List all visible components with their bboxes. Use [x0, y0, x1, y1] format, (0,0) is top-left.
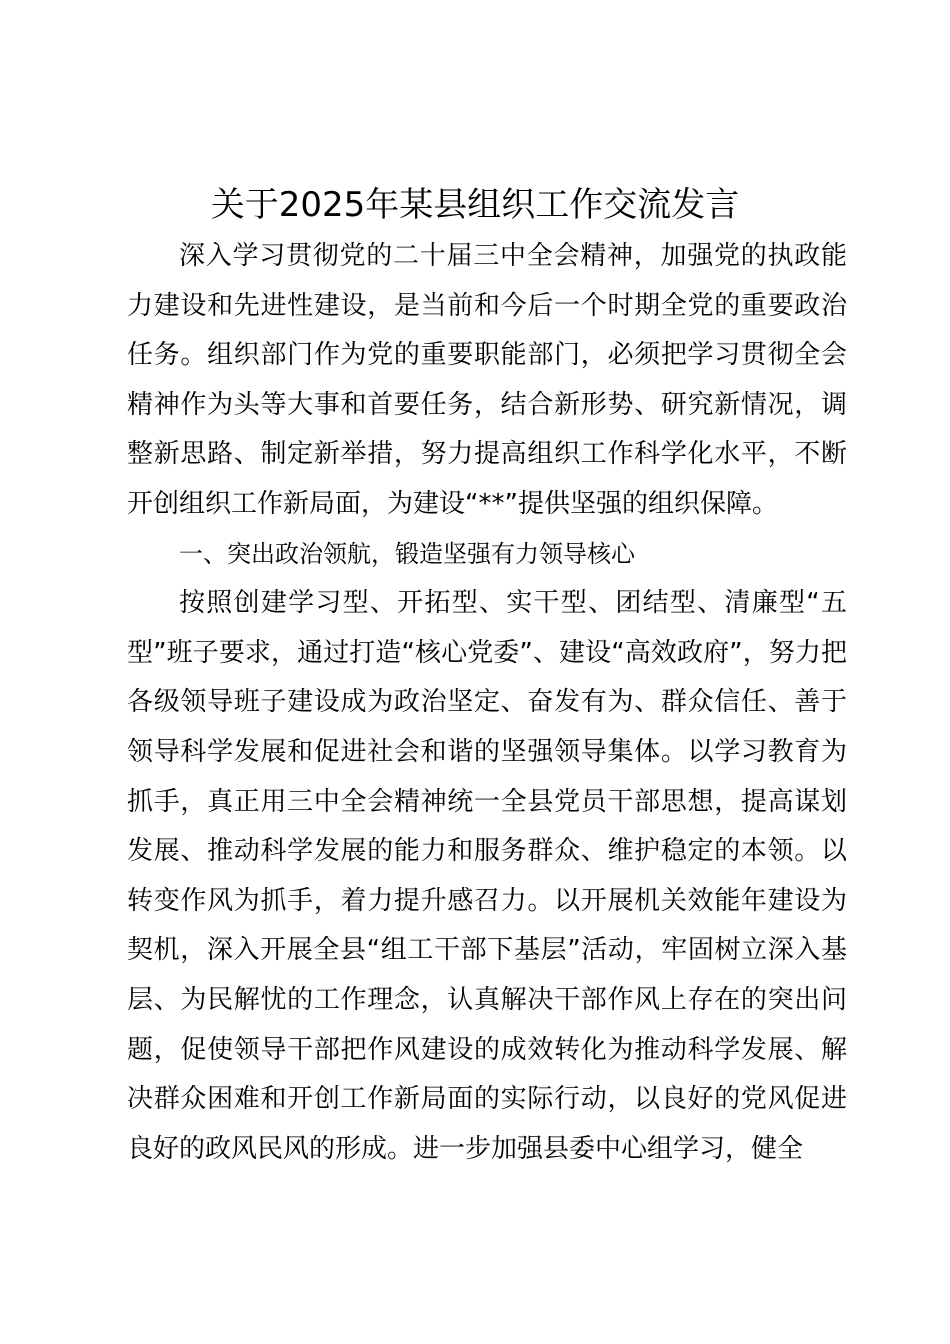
- paragraph-section-1: 按照创建学习型、开拓型、实干型、团结型、清廉型“五型”班子要求，通过打造“核心党委”、建设“高效政府”，努力把各级领导班子建设成为政治坚定、奋发有为、群众信任、善于领导科学发展和促进社会和谐的坚强领导集体。以学习教育为抓手，真正用三中全会精神统一全县党员干部思想，提高谋划发展、推动科学发展的能力和服务群众、维护稳定的本领。以转变作风为抓手，着力提升感召力。以开展机关效能年建设为契机，深入开展全县“组工干部下基层”活动，牢固树立深入基层、为民解忧的工作理念，认真解决干部作风上存在的突出问题，促使领导干部把作风建设的成效转化为推动科学发展、解决群众困难和开创工作新局面的实际行动，以良好的党风促进良好的政风民风的形成。进一步加强县委中心组学习，健全: [127, 588, 847, 1164]
- section-heading-1: 一、突出政治领航，锻造坚强有力领导核心: [179, 539, 635, 568]
- document-body: [127, 232, 847, 1174]
- paragraph-intro: 深入学习贯彻党的二十届三中全会精神，加强党的执政能力建设和先进性建设，是当前和今后一个时期全党的重要政治任务。组织部门作为党的重要职能部门，必须把学习贯彻全会精神作为头等大事和首要任务，结合新形势、研究新情况，调整新思路、制定新举措，努力提高组织工作科学化水平，不断开创组织工作新局面，为建设“**”提供坚强的组织保障。: [127, 241, 847, 519]
- document-title: 关于2025年某县组织工作交流发言: [210, 185, 740, 225]
